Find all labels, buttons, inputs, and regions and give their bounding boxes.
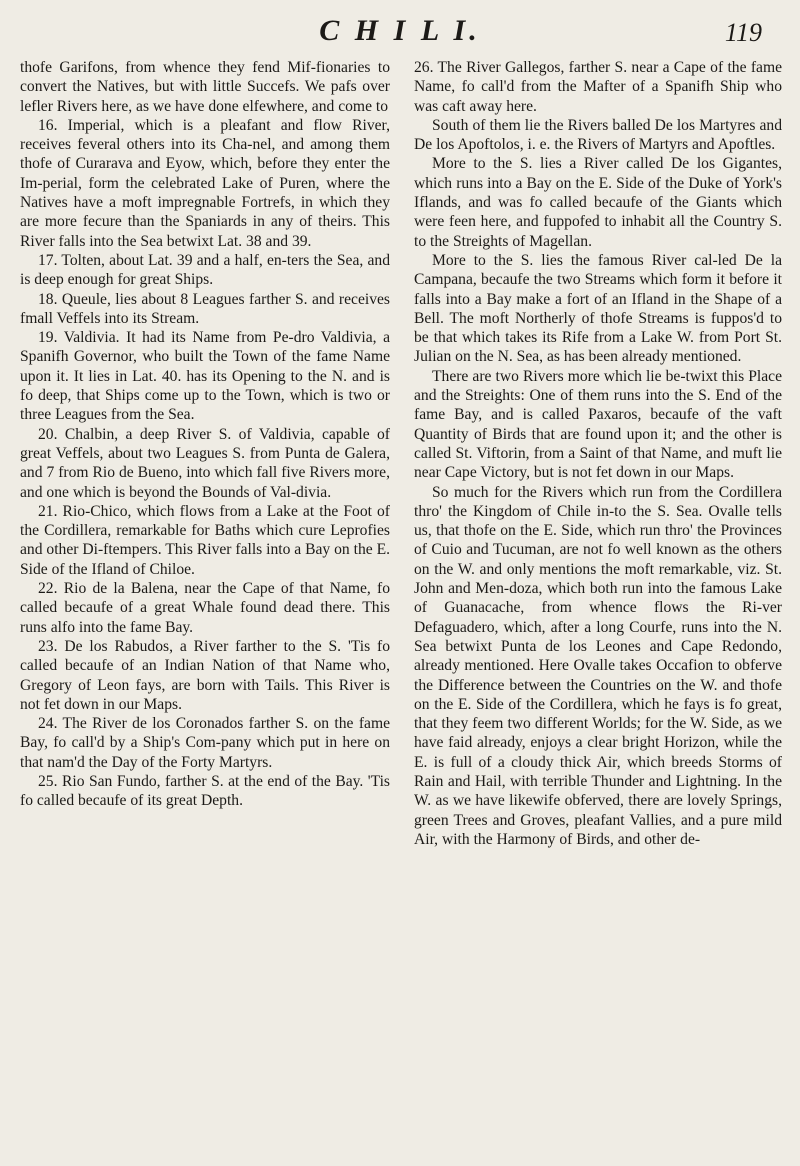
paragraph: More to the S. lies a River called De los Gigantes, which runs into a Bay on the E. Side of the Duke of York's Iflands, and was fo called becaufe of the Giants which were feen here, and fuppofed to inhabit all the Country S. to the Streights of Magellan. <box>414 155 782 250</box>
right-column <box>414 58 782 849</box>
paragraph: thofe Garifons, from whence they fend Mif-fionaries to convert the Natives, but with little Succefs. We pafs over lefler Rivers here, as we have done elfewhere, and come to <box>20 59 390 115</box>
paragraph: 25. Rio San Fundo, farther S. at the end of the Bay. 'Tis fo called becaufe of its great Depth. <box>20 772 390 810</box>
left-column <box>20 58 390 811</box>
page-title: C H I L I. <box>319 14 481 47</box>
page-number: 119 <box>724 18 762 47</box>
running-head <box>0 14 800 54</box>
paragraph: 22. Rio de la Balena, near the Cape of that Name, fo called becaufe of a great Whale found dead there. This runs alfo into the fame Bay. <box>20 580 390 636</box>
paragraph: South of them lie the Rivers balled De los Martyres and De los Apoftolos, i. e. the Rivers of Martyrs and Apoftles. <box>414 116 782 154</box>
paragraph: More to the S. lies the famous River cal-led De la Campana, becaufe the two Streams which form it before it falls into a Bay make a fort of an Ifland in the Shape of a Bell. The moft Northerly of thofe Streams is fuppos'd to be that which takes its Rife from a Lake W. from Port St. Julian on the N. Sea, as has been already mentioned. <box>414 251 782 366</box>
paragraph: 26. The River Gallegos, farther S. near a Cape of the fame Name, fo call'd from the Mafter of a Spanifh Ship who was caft away here. <box>414 59 782 115</box>
paragraph: 23. De los Rabudos, a River farther to the S. 'Tis fo called becaufe of an Indian Nation of that Name who, Gregory of Leon fays, are born with Tails. This River is not fet down in our Maps. <box>20 637 390 713</box>
paragraph: 19. Valdivia. It had its Name from Pe-dro Valdivia, a Spanifh Governor, who built the Town of the fame Name upon it. It lies in Lat. 40. has its Opening to the N. and is fo deep, that Ships come up to the Town, which is two or three Leagues from the Sea. <box>20 329 390 424</box>
paragraph: 20. Chalbin, a deep River S. of Valdivia, capable of great Veffels, about two Leagues S. from Punta de Galera, and 7 from Rio de Bueno, into which fall five Rivers more, and one which is beyond the Bounds of Val-divia. <box>20 425 390 501</box>
paragraph: 24. The River de los Coronados farther S. on the fame Bay, fo call'd by a Ship's Com-pany which put in here on that nam'd the Day of the Forty Martyrs. <box>20 715 390 771</box>
paragraph: 16. Imperial, which is a pleafant and flow River, receives feveral others into its Cha-nel, and among them thofe of Curarava and Eyow, which, before they enter the Im-perial, form the celebrated Lake of Puren, where the Natives have a moft impregnable Fortrefs, in which they are more fecure than the Spaniards in any of theirs. This River falls into the Sea betwixt Lat. 38 and 39. <box>20 116 390 250</box>
paragraph: 21. Rio-Chico, which flows from a Lake at the Foot of the Cordillera, remarkable for Baths which cure Leprofies and other Di-ftempers. This River falls into a Bay on the E. Side of the Ifland of Chiloe. <box>20 502 390 578</box>
paragraph: 18. Queule, lies about 8 Leagues farther S. and receives fmall Veffels into its Stream. <box>20 290 390 327</box>
paragraph: There are two Rivers more which lie be-twixt this Place and the Streights: One of them runs into the S. End of the fame Bay, and is called Paxaros, becaufe of the vaft Quantity of Birds that are found upon it; and the other is called St. Viftorin, from a Saint of that Name, and muft lie near Cape Victory, but is not fet down in our Maps. <box>414 367 782 482</box>
paragraph: 17. Tolten, about Lat. 39 and a half, en-ters the Sea, and is deep enough for great Ships. <box>20 251 390 289</box>
paragraph: So much for the Rivers which run from the Cordillera thro' the Kingdom of Chile in-to the S. Sea. Ovalle tells us, that thofe on the E. Side, which run thro' the Provinces of Cuio and Tucuman, are not fo well known as the others on the W. and only mentions the moft remarkable, viz. St. John and Men-doza, which both run into the famous Lake of Guanacache, from whence flows the Ri-ver Defaguadero, which, after a long Courfe, runs into the N. Sea betwixt Punta de los Leones and Cape Redondo, already mentioned. Here Ovalle takes Occafion to obferve the Difference between the Countries on the W. and thofe on the E. Side of the Cordillera, which he fays is fo great, that they feem two different Worlds; for the W. Side, as we have faid already, enjoys a clear bright Horizon, while the E. is full of a cloudy thick Air, which breeds Storms of Rain and Hail, with terrible Thunder and Lightning. In the W. as we have likewife obferved, there are lovely Springs, green Trees and Groves, pleafant Vallies, and a pure mild Air, with the Harmony of Birds, and other de- <box>414 483 782 848</box>
